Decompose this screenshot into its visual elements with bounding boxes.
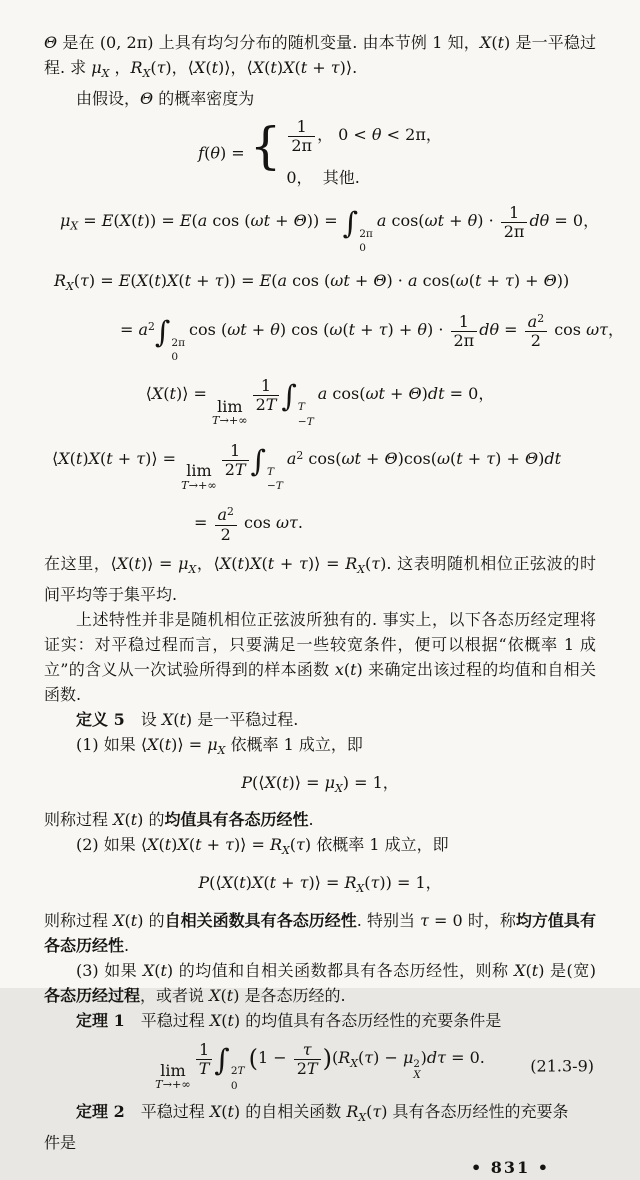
formula-time-average-autocorr-line1: ⟨X(t)X(t + τ)⟩ = lim T→+∞ $\frac{1}{2T}$ ∫ T −T $a^2$ cos(ωt + Θ)cos(ω(t + τ) + Θ)dt — [52, 440, 562, 493]
definition-item-3: (3) 如果 X(t) 的均值和自相关函数都具有各态历经性，则称 X(t) 是(宽)各态历经过程，或者说 X(t) 是各态历经的. — [44, 960, 596, 1005]
paragraph-assumption: 由假设，Θ 的概率密度为 — [76, 88, 255, 108]
paragraph-continuation: Θ 是在 (0, 2π) 上具有均匀分布的随机变量. 由本节例 1 知，X(t) 是一平稳过程. 求 $\mu_X$ ，$R_X(\tau)$，⟨X(t)⟩，⟨X(t)X(t + τ)⟩. — [44, 33, 596, 80]
theorem-2-statement: 定理 2 平稳过程 X(t) 的自相关函数 $R_X(\tau)$ 具有各态历经性的充要条 — [76, 1102, 569, 1125]
formula-prob-autocorr: P(⟨X(t)X(t + τ)⟩ = $R_X(\tau)) = 1$， — [198, 873, 442, 895]
formula-time-average-autocorr-line2: = $\frac{a^2}{2}$ cos ωτ. — [194, 505, 303, 544]
paragraph-conclusion: 在这里，⟨X(t)⟩ = $\mu_X$，⟨X(t)X(t + τ)⟩ = $R_X(\tau)$. 这表明随机相位正弦波的时间平均等于集平均. — [44, 553, 597, 604]
formula-autocorrelation-line2: = $a^2\int$ 2π 0 cos (ωt + θ) cos (ω(t + τ) + θ) · $\frac{1}{2\pi}$ dθ = $\frac{a^2}{2}$ cos ωτ， — [120, 311, 625, 364]
equation-number: (21.3-9) — [530, 1056, 594, 1076]
definition-item-1: (1) 如果 ⟨X(t)⟩ = $\mu_X$ 依概率 1 成立，即 — [76, 734, 363, 757]
page-number: • 831 • — [471, 1158, 550, 1178]
formula-mean: $\mu_X = E(X(t)) = E(a$ cos (ωt + Θ)) = ∫ 2π 0 a cos(ωt + θ) · $\frac{1}{2\pi}$ dθ = 0， — [60, 202, 600, 255]
paragraph-ergodic-intro: 上述特性并非是随机相位正弦波所独有的. 事实上，以下各态历经定理将证实：对平稳过程而言，只要满足一些较宽条件，便可以根据“依概率 1 成立”的含义从一次试验所得到的样本函数 x(t) 来确定出该过程的均值和自相关函数. — [44, 609, 596, 704]
formula-density-function: f(θ) = { $\frac{1}{2\pi}$ ， 0 < θ < 2π， 0， 其他. — [198, 116, 442, 187]
theorem-2-continuation: 件是 — [44, 1133, 77, 1153]
definition-item-2: (2) 如果 ⟨X(t)X(t + τ)⟩ = $R_X(\tau)$ 依概率 1 成立，即 — [76, 835, 449, 858]
theorem-1-equation: lim T→+∞ $\frac{1}{T}$ ∫ 2T 0 (1 − $\frac{\tau}{2T}$ )($R_X(\tau) - \mu$ 2 X )dτ = 0. — [155, 1039, 485, 1092]
formula-time-average-mean: ⟨X(t)⟩ = lim T→+∞ $\frac{1}{2T}$ ∫ T −T a cos(ωt + Θ)dt = 0， — [145, 375, 495, 428]
formula-prob-mean: P(⟨X(t)⟩ = $\mu_X) = 1$， — [241, 772, 399, 795]
definition-item-2-result: 则称过程 X(t) 的自相关函数具有各态历经性. 特别当 τ = 0 时，称均方值具有各态历经性. — [44, 910, 596, 955]
definition-5-heading: 定义 5 设 X(t) 是一平稳过程. — [76, 709, 299, 729]
definition-item-1-result: 则称过程 X(t) 的均值具有各态历经性. — [44, 810, 314, 830]
formula-autocorrelation-line1: $R_X(\tau) = E(X(t)X(t + \tau)) = E(a$ cos (ωt + Θ) · a cos(ω(t + τ) + Θ)) — [54, 270, 570, 293]
formula-theorem-1 — [44, 1041, 596, 1092]
theorem-1-statement: 定理 1 平稳过程 X(t) 的均值具有各态历经性的充要条件是 — [76, 1010, 502, 1030]
